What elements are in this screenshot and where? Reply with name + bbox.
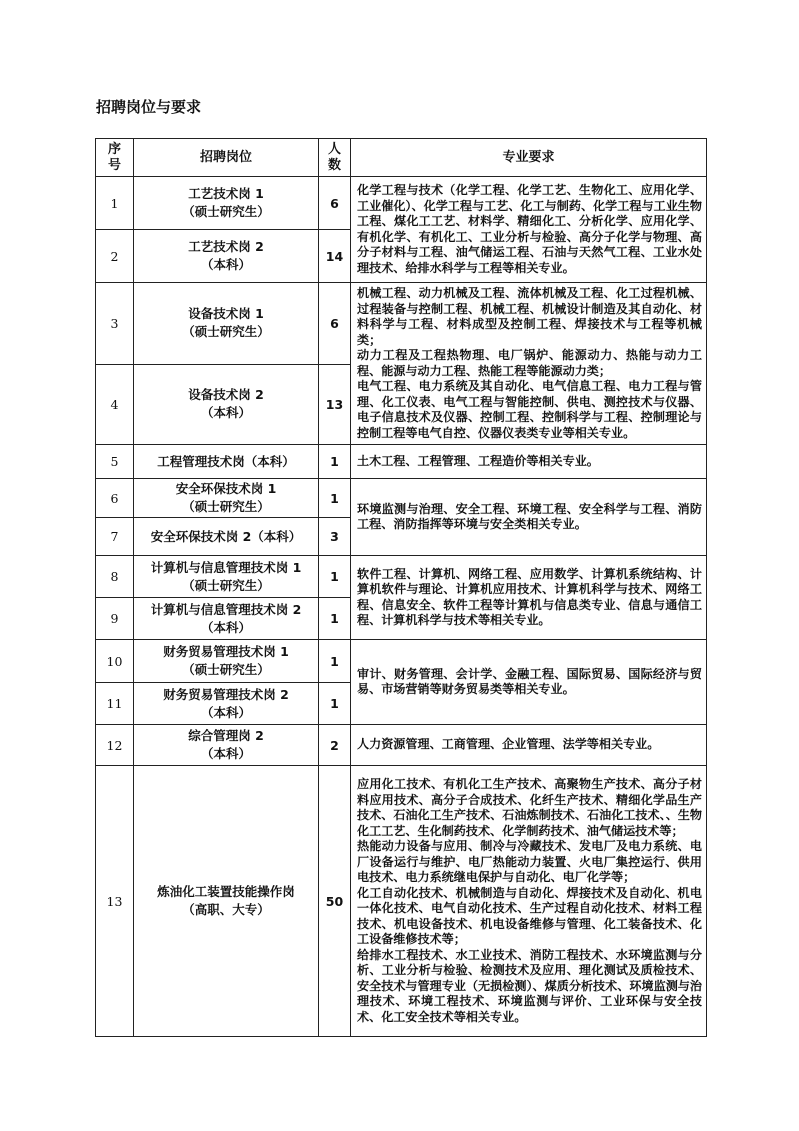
count-cell: 3 — [319, 518, 351, 556]
seq-cell: 9 — [96, 598, 134, 640]
position-cell: 安全环保技术岗 1 （硕士研究生） — [134, 479, 319, 518]
position-cell: 财务贸易管理技术岗 1 （硕士研究生） — [134, 640, 319, 683]
count-cell: 14 — [319, 230, 351, 283]
position-cell: 设备技术岗 2 （本科） — [134, 364, 319, 444]
seq-cell: 1 — [96, 177, 134, 230]
position-cell: 计算机与信息管理技术岗 2 （本科） — [134, 598, 319, 640]
requirements-cell: 土木工程、工程管理、工程造价等相关专业。 — [351, 445, 707, 479]
seq-cell: 13 — [96, 766, 134, 1037]
requirements-cell: 人力资源管理、工商管理、企业管理、法学等相关专业。 — [351, 725, 707, 766]
seq-cell: 6 — [96, 479, 134, 518]
requirements-cell: 审计、财务管理、会计学、金融工程、国际贸易、国际经济与贸易、市场营销等财务贸易类等相关专业。 — [351, 640, 707, 725]
count-cell: 2 — [319, 725, 351, 766]
header-count: 人数 — [319, 139, 351, 177]
count-cell: 1 — [319, 640, 351, 683]
requirements-cell: 软件工程、计算机、网络工程、应用数学、计算机系统结构、计算机软件与理论、计算机应用技术、计算机科学与技术、网络工程、信息安全、软件工程等计算机与信息类专业、信息与通信工程、计算机科学与技术等相关专业。 — [351, 556, 707, 640]
table-row — [96, 556, 707, 598]
position-cell: 工艺技术岗 1 （硕士研究生） — [134, 177, 319, 230]
seq-cell: 7 — [96, 518, 134, 556]
count-cell: 1 — [319, 445, 351, 479]
header-seq: 序号 — [96, 139, 134, 177]
seq-cell: 5 — [96, 445, 134, 479]
recruitment-table — [95, 138, 707, 1037]
count-cell: 13 — [319, 364, 351, 444]
position-cell: 综合管理岗 2 （本科） — [134, 725, 319, 766]
requirements-cell: 应用化工技术、有机化工生产技术、高聚物生产技术、高分子材料应用技术、高分子合成技术、化纤生产技术、精细化学品生产技术、石油化工生产技术、石油炼制技术、石油化工技术、、生物化工工艺、生化制药技术、化学制药技术、油气储运技术等； 热能动力设备与应用、制冷与冷藏技术、发电厂及电力系统、电厂设备运行与维护、电厂热能动力装置、火电厂集控运行、供用电技术、电力系统继电保护与自动化、电厂化学等； 化工自动化技术、机械制造与自动化、焊接技术及自动化、机电一体化技术、电气自动化技术、生产过程自动化技术、材料工程技术、机电设备技术、机电设备维修与管理、化工装备技术、化工设备维修技术等； 给排水工程技术、水工业技术、消防工程技术、水环境监测与分析、工业分析与检验、检测技术及应用、理化测试及质检技术、安全技术与管理专业（无损检测）、煤质分析技术、环境监测与治理技术、环境工程技术、环境监测与评价、工业环保与安全技术、化工安全技术等相关专业。 — [351, 766, 707, 1037]
table-row — [96, 445, 707, 479]
seq-cell: 8 — [96, 556, 134, 598]
requirements-cell: 机械工程、动力机械及工程、流体机械及工程、化工过程机械、过程装备与控制工程、机械工程、机械设计制造及其自动化、材料科学与工程、材料成型及控制工程、焊接技术与工程等机械类； 动力工程及工程热物理、电厂锅炉、能源动力、热能与动力工程、能源与动力工程、热能工程等能源动力类； 电气工程、电力系统及其自动化、电气信息工程、电力工程与管理、化工仪表、电气工程与智能控制、供电、测控技术与仪器、电子信息技术及仪器、控制工程、控制科学与工程、控制理论与控制工程等电气自控、仪器仪表类专业等相关专业。 — [351, 283, 707, 445]
seq-cell: 11 — [96, 683, 134, 725]
table-row — [96, 479, 707, 518]
seq-cell: 10 — [96, 640, 134, 683]
position-cell: 工程管理技术岗（本科） — [134, 445, 319, 479]
table-row — [96, 725, 707, 766]
count-cell: 50 — [319, 766, 351, 1037]
position-cell: 炼油化工装置技能操作岗 （高职、大专） — [134, 766, 319, 1037]
table-row — [96, 640, 707, 683]
count-cell: 1 — [319, 598, 351, 640]
requirements-cell: 环境监测与治理、安全工程、环境工程、安全科学与工程、消防工程、消防指挥等环境与安全类相关专业。 — [351, 479, 707, 556]
position-cell: 财务贸易管理技术岗 2 （本科） — [134, 683, 319, 725]
page-title: 招聘岗位与要求 — [96, 98, 202, 116]
position-cell: 计算机与信息管理技术岗 1 （硕士研究生） — [134, 556, 319, 598]
table-row — [96, 177, 707, 230]
seq-cell: 3 — [96, 283, 134, 365]
seq-cell: 4 — [96, 364, 134, 444]
position-cell: 安全环保技术岗 2（本科） — [134, 518, 319, 556]
count-cell: 1 — [319, 479, 351, 518]
seq-cell: 12 — [96, 725, 134, 766]
position-cell: 工艺技术岗 2 （本科） — [134, 230, 319, 283]
seq-cell: 2 — [96, 230, 134, 283]
count-cell: 1 — [319, 556, 351, 598]
header-position: 招聘岗位 — [134, 139, 319, 177]
requirements-cell: 化学工程与技术（化学工程、化学工艺、生物化工、应用化学、工业催化）、化学工程与工艺、化工与制药、化学工程与工业生物工程、煤化工工艺、材料学、精细化工、分析化学、应用化学、有机化学、有机化工、工业分析与检验、高分子化学与物理、高分子材料与工程、油气储运工程、石油与天然气工程、工业水处理技术、给排水科学与工程等相关专业。 — [351, 177, 707, 283]
position-cell: 设备技术岗 1 （硕士研究生） — [134, 283, 319, 365]
table-header-row — [96, 139, 707, 177]
count-cell: 6 — [319, 283, 351, 365]
table-row — [96, 283, 707, 365]
count-cell: 6 — [319, 177, 351, 230]
count-cell: 1 — [319, 683, 351, 725]
table-row — [96, 766, 707, 1037]
header-requirements: 专业要求 — [351, 139, 707, 177]
